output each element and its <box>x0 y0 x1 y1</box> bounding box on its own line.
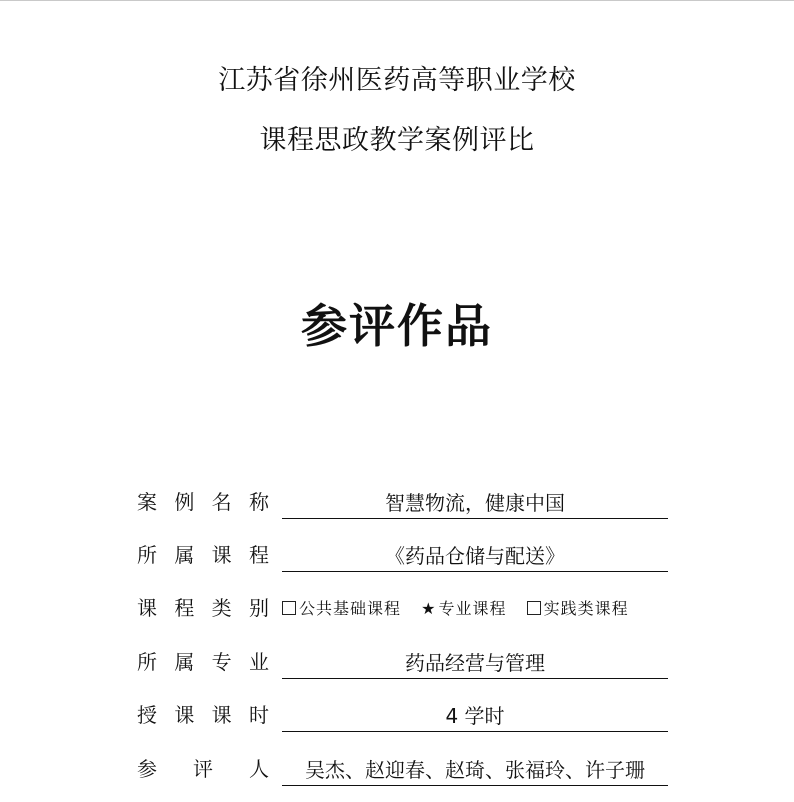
label-char: 程 <box>174 596 195 620</box>
label-char: 属 <box>174 543 195 567</box>
label-char: 课 <box>137 596 157 620</box>
course-label <box>137 541 269 569</box>
page-title: 参评作品 <box>301 299 493 353</box>
hours-label <box>137 701 269 729</box>
major-field[interactable]: 药品经营与管理 <box>282 648 668 679</box>
course-field[interactable]: 《药品仓储与配送》 <box>282 541 668 572</box>
participants-label <box>137 755 269 783</box>
label-char: 名 <box>211 490 232 514</box>
school-name: 江苏省徐州医药高等职业学校 <box>218 65 576 96</box>
label-char: 专 <box>211 650 232 674</box>
option-label: 专业课程 <box>438 599 507 618</box>
checkbox-empty-icon[interactable] <box>527 601 541 615</box>
case-name-field[interactable]: 智慧物流，健康中国 <box>282 488 668 519</box>
option-label: 实践类课程 <box>543 599 629 618</box>
label-char: 业 <box>248 650 269 674</box>
label-char: 所 <box>137 650 157 674</box>
category-options <box>282 596 682 622</box>
option-practical[interactable] <box>527 599 629 618</box>
label-char: 属 <box>174 650 195 674</box>
label-char: 课 <box>174 703 195 727</box>
label-char: 类 <box>211 596 232 620</box>
participants-field[interactable]: 吴杰、赵迎春、赵琦、张福玲、许子珊 <box>282 755 668 786</box>
label-char: 参 <box>137 757 157 781</box>
star-checked-icon[interactable]: ★ <box>421 599 437 618</box>
label-char: 案 <box>137 490 157 514</box>
label-char: 称 <box>248 490 269 514</box>
major-label <box>137 648 269 676</box>
top-border <box>0 0 794 1</box>
option-professional[interactable] <box>421 599 512 618</box>
option-public-basic[interactable] <box>282 599 407 618</box>
label-char: 课 <box>211 703 232 727</box>
label-char: 评 <box>193 757 213 781</box>
case-name-label <box>137 488 269 516</box>
label-char: 授 <box>137 703 157 727</box>
hours-field[interactable]: 4 学时 <box>282 701 668 732</box>
label-char: 程 <box>248 543 269 567</box>
label-char: 别 <box>248 596 269 620</box>
label-char: 时 <box>248 703 269 727</box>
label-char: 例 <box>174 490 195 514</box>
option-label: 公共基础课程 <box>299 599 402 618</box>
label-char: 人 <box>249 757 269 781</box>
document-subtitle: 课程思政教学案例评比 <box>259 125 535 156</box>
category-label <box>137 594 269 622</box>
label-char: 所 <box>137 543 157 567</box>
label-char: 课 <box>211 543 232 567</box>
checkbox-empty-icon[interactable] <box>282 601 296 615</box>
